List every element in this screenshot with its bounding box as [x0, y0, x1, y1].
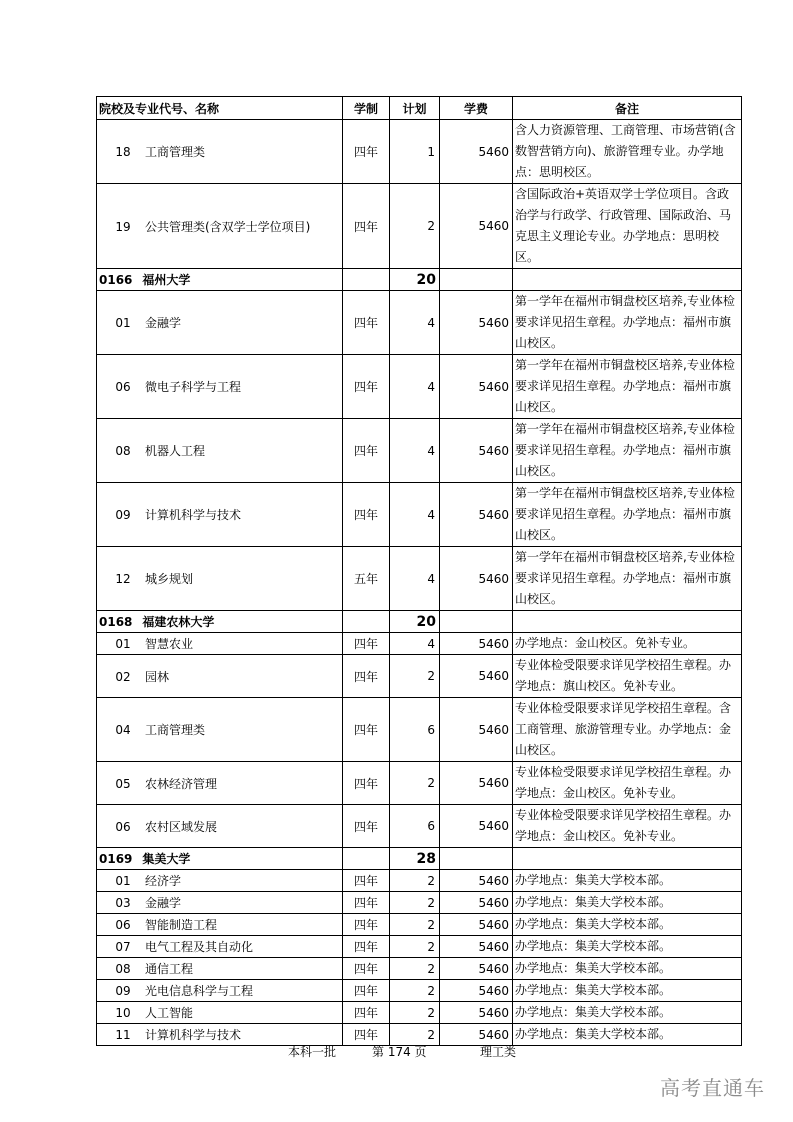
major-plan: 2 [390, 980, 440, 1002]
major-note: 第一学年在福州市铜盘校区培养,专业体检要求详见招生章程。办学地点：福州市旗山校区。 [513, 483, 742, 547]
major-code: 01 [115, 316, 131, 330]
major-code: 08 [115, 962, 131, 976]
university-code: 0169 [99, 852, 133, 866]
major-name: 光电信息科学与工程 [145, 984, 254, 998]
major-row [97, 291, 742, 355]
major-row [97, 698, 742, 762]
major-code: 11 [115, 1028, 131, 1042]
major-code: 10 [115, 1006, 131, 1020]
major-cell [97, 120, 343, 184]
header-fee: 学费 [440, 97, 513, 120]
empty-cell [343, 848, 390, 870]
major-name: 智慧农业 [145, 637, 194, 651]
major-system: 四年 [343, 1024, 390, 1046]
footer-batch: 本科一批 [288, 1045, 337, 1059]
major-fee: 5460 [440, 805, 513, 848]
major-cell [97, 870, 343, 892]
empty-cell [343, 611, 390, 633]
major-row [97, 980, 742, 1002]
major-fee: 5460 [440, 980, 513, 1002]
major-row [97, 914, 742, 936]
major-system: 四年 [343, 655, 390, 698]
major-name: 计算机科学与技术 [145, 508, 242, 522]
major-row [97, 419, 742, 483]
empty-cell [513, 269, 742, 291]
empty-cell [440, 848, 513, 870]
major-fee: 5460 [440, 655, 513, 698]
major-cell [97, 419, 343, 483]
major-plan: 4 [390, 291, 440, 355]
major-system: 四年 [343, 184, 390, 269]
major-note: 办学地点：集美大学校本部。 [513, 892, 742, 914]
major-note: 办学地点：集美大学校本部。 [513, 1024, 742, 1046]
major-code: 07 [115, 940, 131, 954]
major-fee: 5460 [440, 914, 513, 936]
major-name: 农林经济管理 [145, 776, 218, 791]
major-plan: 2 [390, 184, 440, 269]
major-note: 办学地点：集美大学校本部。 [513, 936, 742, 958]
major-fee: 5460 [440, 892, 513, 914]
watermark: 高考直通车 [660, 1076, 765, 1100]
major-system: 四年 [343, 914, 390, 936]
header-note: 备注 [513, 97, 742, 120]
major-cell [97, 805, 343, 848]
major-name: 金融学 [145, 316, 182, 330]
university-row [97, 269, 742, 291]
major-cell [97, 892, 343, 914]
major-name: 计算机科学与技术 [145, 1028, 242, 1042]
empty-cell [513, 611, 742, 633]
major-system: 四年 [343, 633, 390, 655]
major-system: 四年 [343, 355, 390, 419]
major-note: 办学地点：金山校区。免补专业。 [513, 633, 742, 655]
university-cell [97, 269, 343, 291]
major-code: 08 [115, 444, 131, 458]
major-row [97, 120, 742, 184]
major-system: 四年 [343, 870, 390, 892]
major-note: 专业体检受限要求详见学校招生章程。办学地点：旗山校区。免补专业。 [513, 655, 742, 698]
empty-cell [440, 269, 513, 291]
major-name: 园林 [145, 669, 170, 684]
major-fee: 5460 [440, 870, 513, 892]
major-fee: 5460 [440, 547, 513, 611]
major-system: 五年 [343, 547, 390, 611]
major-note: 办学地点：集美大学校本部。 [513, 980, 742, 1002]
major-row [97, 958, 742, 980]
major-cell [97, 936, 343, 958]
major-code: 01 [115, 874, 131, 888]
major-note: 专业体检受限要求详见学校招生章程。含工商管理、旅游管理专业。办学地点：金山校区。 [513, 698, 742, 762]
major-fee: 5460 [440, 762, 513, 805]
university-name: 福州大学 [142, 273, 191, 287]
major-code: 05 [115, 776, 131, 791]
major-plan: 6 [390, 805, 440, 848]
university-name: 集美大学 [142, 852, 191, 866]
major-fee: 5460 [440, 1024, 513, 1046]
major-system: 四年 [343, 483, 390, 547]
major-note: 办学地点：集美大学校本部。 [513, 914, 742, 936]
major-system: 四年 [343, 698, 390, 762]
major-cell [97, 698, 343, 762]
major-code: 18 [115, 145, 131, 159]
major-cell [97, 914, 343, 936]
major-note: 含人力资源管理、工商管理、市场营销(含数智营销方向)、旅游管理专业。办学地点：思明校区。 [513, 120, 742, 184]
major-fee: 5460 [440, 698, 513, 762]
major-code: 06 [115, 918, 131, 932]
major-plan: 2 [390, 892, 440, 914]
major-name: 农村区域发展 [145, 819, 218, 834]
major-fee: 5460 [440, 184, 513, 269]
major-plan: 4 [390, 419, 440, 483]
major-plan: 4 [390, 633, 440, 655]
major-row [97, 762, 742, 805]
major-note: 办学地点：集美大学校本部。 [513, 1002, 742, 1024]
major-system: 四年 [343, 120, 390, 184]
major-system: 四年 [343, 419, 390, 483]
empty-cell [440, 611, 513, 633]
table-body [97, 120, 742, 1046]
major-row [97, 355, 742, 419]
major-name: 智能制造工程 [145, 918, 218, 932]
major-plan: 2 [390, 870, 440, 892]
major-code: 01 [115, 637, 131, 651]
major-plan: 2 [390, 1024, 440, 1046]
major-name: 微电子科学与工程 [145, 380, 242, 394]
major-fee: 5460 [440, 958, 513, 980]
major-cell [97, 633, 343, 655]
major-cell [97, 762, 343, 805]
university-code: 0166 [99, 273, 133, 287]
major-name: 机器人工程 [145, 444, 206, 458]
major-plan: 2 [390, 655, 440, 698]
major-row [97, 870, 742, 892]
major-code: 12 [115, 572, 131, 586]
major-plan: 2 [390, 1002, 440, 1024]
major-row [97, 483, 742, 547]
major-plan: 4 [390, 355, 440, 419]
major-code: 09 [115, 984, 131, 998]
major-name: 经济学 [145, 874, 182, 888]
major-name: 城乡规划 [145, 572, 194, 586]
major-plan: 6 [390, 698, 440, 762]
major-code: 02 [115, 669, 131, 684]
major-fee: 5460 [440, 936, 513, 958]
major-plan: 2 [390, 958, 440, 980]
major-plan: 4 [390, 547, 440, 611]
university-cell [97, 848, 343, 870]
major-note: 第一学年在福州市铜盘校区培养,专业体检要求详见招生章程。办学地点：福州市旗山校区。 [513, 547, 742, 611]
major-system: 四年 [343, 936, 390, 958]
major-plan: 2 [390, 762, 440, 805]
empty-cell [343, 269, 390, 291]
major-plan: 1 [390, 120, 440, 184]
footer-category: 理工类 [480, 1045, 517, 1059]
university-cell [97, 611, 343, 633]
major-fee: 5460 [440, 419, 513, 483]
major-plan: 2 [390, 914, 440, 936]
major-system: 四年 [343, 958, 390, 980]
major-row [97, 547, 742, 611]
university-plan-total: 20 [390, 269, 440, 291]
major-row [97, 633, 742, 655]
major-row [97, 1002, 742, 1024]
header-plan: 计划 [390, 97, 440, 120]
major-system: 四年 [343, 1002, 390, 1024]
university-code: 0168 [99, 615, 133, 629]
empty-cell [513, 848, 742, 870]
footer-page-number: 第 174 页 [372, 1045, 427, 1059]
major-note: 第一学年在福州市铜盘校区培养,专业体检要求详见招生章程。办学地点：福州市旗山校区。 [513, 419, 742, 483]
major-cell [97, 1002, 343, 1024]
major-name: 电气工程及其自动化 [145, 940, 254, 954]
header-name: 院校及专业代号、名称 [97, 97, 343, 120]
major-system: 四年 [343, 805, 390, 848]
major-name: 工商管理类 [145, 723, 206, 737]
admission-plan-table [96, 96, 742, 1046]
major-system: 四年 [343, 892, 390, 914]
major-system: 四年 [343, 291, 390, 355]
major-row [97, 936, 742, 958]
university-row [97, 848, 742, 870]
table-header-row [97, 97, 742, 120]
major-fee: 5460 [440, 120, 513, 184]
major-cell [97, 291, 343, 355]
major-name: 通信工程 [145, 962, 194, 976]
major-name: 公共管理类(含双学士学位项目) [145, 219, 311, 234]
major-note: 办学地点：集美大学校本部。 [513, 958, 742, 980]
major-cell [97, 355, 343, 419]
major-note: 第一学年在福州市铜盘校区培养,专业体检要求详见招生章程。办学地点：福州市旗山校区。 [513, 355, 742, 419]
major-note: 专业体检受限要求详见学校招生章程。办学地点：金山校区。免补专业。 [513, 762, 742, 805]
major-system: 四年 [343, 762, 390, 805]
major-note: 办学地点：集美大学校本部。 [513, 870, 742, 892]
major-code: 09 [115, 508, 131, 522]
major-fee: 5460 [440, 1002, 513, 1024]
major-name: 金融学 [145, 896, 182, 910]
major-row [97, 184, 742, 269]
header-system: 学制 [343, 97, 390, 120]
major-note: 第一学年在福州市铜盘校区培养,专业体检要求详见招生章程。办学地点：福州市旗山校区。 [513, 291, 742, 355]
major-name: 工商管理类 [145, 145, 206, 159]
major-plan: 2 [390, 936, 440, 958]
major-cell [97, 483, 343, 547]
university-plan-total: 28 [390, 848, 440, 870]
major-cell [97, 655, 343, 698]
university-row [97, 611, 742, 633]
major-row [97, 805, 742, 848]
major-row [97, 892, 742, 914]
major-code: 03 [115, 896, 131, 910]
major-cell [97, 184, 343, 269]
university-plan-total: 20 [390, 611, 440, 633]
major-row [97, 655, 742, 698]
major-name: 人工智能 [145, 1006, 194, 1020]
major-note: 含国际政治+英语双学士学位项目。含政治学与行政学、行政管理、国际政治、马克思主义理论专业。办学地点：思明校区。 [513, 184, 742, 269]
major-fee: 5460 [440, 291, 513, 355]
major-code: 06 [115, 819, 131, 834]
major-plan: 4 [390, 483, 440, 547]
major-fee: 5460 [440, 355, 513, 419]
major-cell [97, 958, 343, 980]
major-cell [97, 980, 343, 1002]
major-code: 04 [115, 723, 131, 737]
major-fee: 5460 [440, 483, 513, 547]
major-note: 专业体检受限要求详见学校招生章程。办学地点：金山校区。免补专业。 [513, 805, 742, 848]
major-cell [97, 547, 343, 611]
major-fee: 5460 [440, 633, 513, 655]
university-name: 福建农林大学 [142, 615, 215, 629]
major-code: 06 [115, 380, 131, 394]
major-code: 19 [115, 219, 131, 234]
major-system: 四年 [343, 980, 390, 1002]
